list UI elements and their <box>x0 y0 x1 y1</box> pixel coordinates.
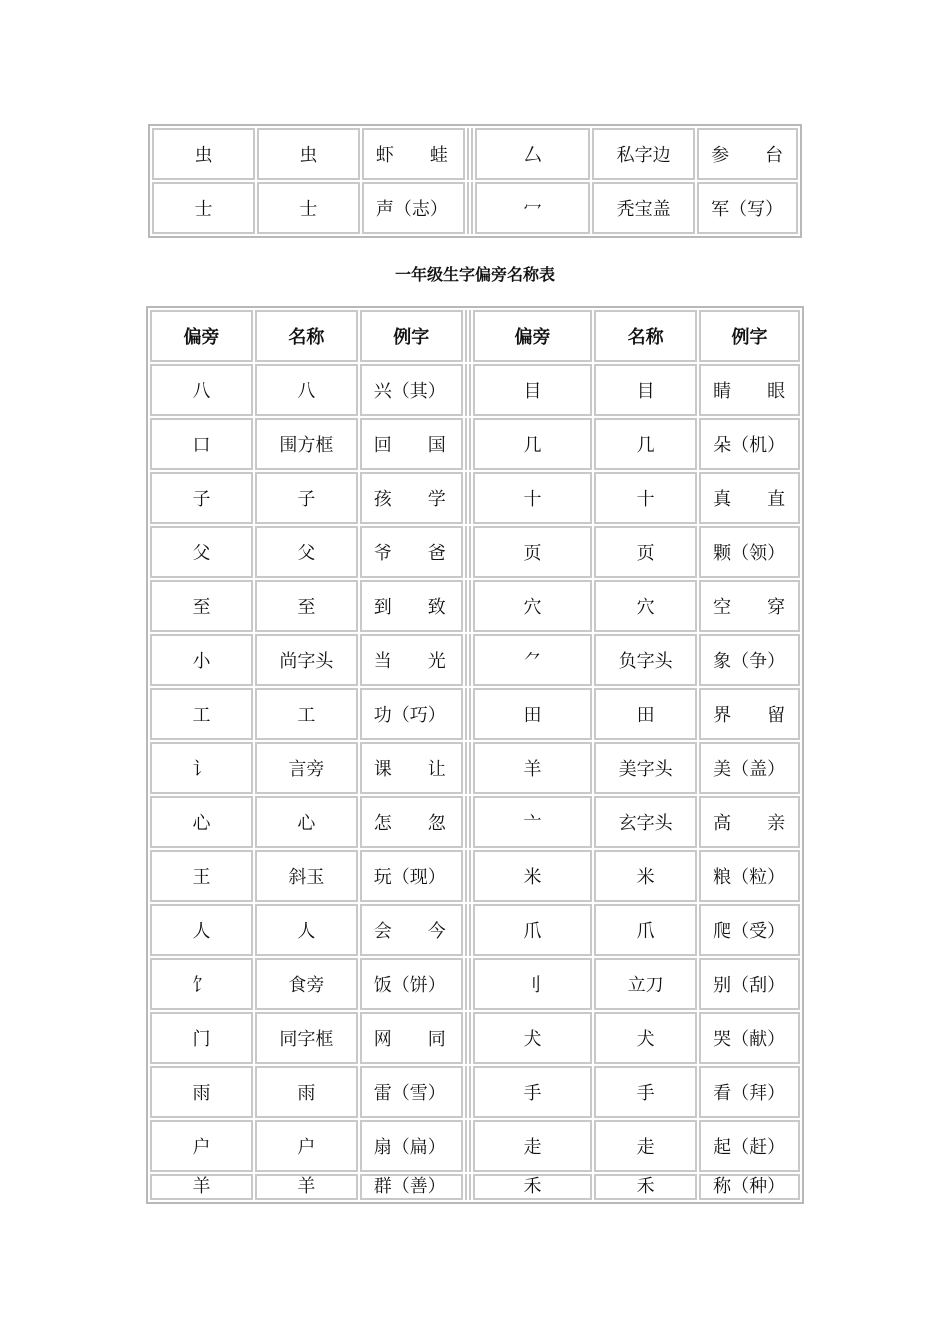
table-row <box>150 742 800 794</box>
table-title: 一年级生字偏旁名称表 <box>394 265 555 284</box>
name-cell: 几 <box>594 418 697 470</box>
radical-cell: 户 <box>150 1120 253 1172</box>
name-cell: 士 <box>257 182 360 234</box>
example-cell: 功（巧） <box>360 688 463 740</box>
column-gap <box>465 850 471 902</box>
column-gap <box>465 472 471 524</box>
name-cell: 心 <box>255 796 358 848</box>
example-cell: 当 光 <box>360 634 463 686</box>
name-cell: 十 <box>594 472 697 524</box>
header-radical: 偏旁 <box>473 310 592 362</box>
name-cell: 手 <box>594 1066 697 1118</box>
header-example: 例字 <box>699 310 800 362</box>
name-cell: 负字头 <box>594 634 697 686</box>
name-cell: 斜玉 <box>255 850 358 902</box>
example-cell: 起（赶） <box>699 1120 800 1172</box>
header-row <box>150 310 800 362</box>
radical-name-table <box>146 306 804 1204</box>
example-cell: 睛 眼 <box>699 364 800 416</box>
example-cell: 粮（粒） <box>699 850 800 902</box>
radical-cell: 几 <box>473 418 592 470</box>
example-cell: 爷 爸 <box>360 526 463 578</box>
radical-cell: 子 <box>150 472 253 524</box>
example-cell: 看（拜） <box>699 1066 800 1118</box>
column-gap <box>465 742 471 794</box>
example-cell: 群（善） <box>360 1174 463 1200</box>
table-row <box>150 1066 800 1118</box>
radical-cell: 米 <box>473 850 592 902</box>
radical-cell: 刂 <box>473 958 592 1010</box>
table-row <box>150 526 800 578</box>
radical-cell: 田 <box>473 688 592 740</box>
example-cell: 军（写） <box>697 182 798 234</box>
header-name: 名称 <box>255 310 358 362</box>
radical-cell: 小 <box>150 634 253 686</box>
column-gap <box>465 1174 471 1200</box>
example-cell: 回 国 <box>360 418 463 470</box>
radical-cell: 目 <box>473 364 592 416</box>
column-gap <box>465 310 471 362</box>
radical-cell: 人 <box>150 904 253 956</box>
example-cell: 哭（献） <box>699 1012 800 1064</box>
example-cell: 美（盖） <box>699 742 800 794</box>
example-cell: 象（争） <box>699 634 800 686</box>
name-cell: 雨 <box>255 1066 358 1118</box>
radical-cell: 讠 <box>150 742 253 794</box>
column-gap <box>465 1120 471 1172</box>
column-gap <box>465 634 471 686</box>
column-gap <box>465 580 471 632</box>
example-cell: 会 今 <box>360 904 463 956</box>
radical-cell: 犬 <box>473 1012 592 1064</box>
radical-cell: 羊 <box>473 742 592 794</box>
name-cell: 食旁 <box>255 958 358 1010</box>
example-cell: 爬（受） <box>699 904 800 956</box>
name-cell: 人 <box>255 904 358 956</box>
name-cell: 美字头 <box>594 742 697 794</box>
table-row <box>150 796 800 848</box>
name-cell: 目 <box>594 364 697 416</box>
column-gap <box>465 958 471 1010</box>
table-row <box>150 472 800 524</box>
name-cell: 父 <box>255 526 358 578</box>
table-row <box>150 1174 800 1200</box>
example-cell: 到 致 <box>360 580 463 632</box>
example-cell: 孩 学 <box>360 472 463 524</box>
column-gap <box>465 796 471 848</box>
name-cell: 穴 <box>594 580 697 632</box>
radical-cell: 冖 <box>475 182 590 234</box>
table-row <box>150 958 800 1010</box>
column-gap <box>465 1012 471 1064</box>
radical-cell: 羊 <box>150 1174 253 1200</box>
header-example: 例字 <box>360 310 463 362</box>
table-row <box>150 364 800 416</box>
radical-cell: 口 <box>150 418 253 470</box>
radical-cell: 门 <box>150 1012 253 1064</box>
example-cell: 玩（现） <box>360 850 463 902</box>
name-cell: 户 <box>255 1120 358 1172</box>
name-cell: 八 <box>255 364 358 416</box>
column-gap <box>465 526 471 578</box>
name-cell: 言旁 <box>255 742 358 794</box>
table-row <box>150 1012 800 1064</box>
name-cell: 尚字头 <box>255 634 358 686</box>
name-cell: 私字边 <box>592 128 695 180</box>
radical-cell: 页 <box>473 526 592 578</box>
name-cell: 至 <box>255 580 358 632</box>
header-name: 名称 <box>594 310 697 362</box>
name-cell: 同字框 <box>255 1012 358 1064</box>
example-cell: 颗（领） <box>699 526 800 578</box>
radical-cell: 八 <box>150 364 253 416</box>
radical-cell: 爪 <box>473 904 592 956</box>
table-row <box>150 688 800 740</box>
radical-cell: 王 <box>150 850 253 902</box>
radical-cell: 至 <box>150 580 253 632</box>
name-cell: 禾 <box>594 1174 697 1200</box>
example-cell: 高 亲 <box>699 796 800 848</box>
column-gap <box>465 904 471 956</box>
name-cell: 走 <box>594 1120 697 1172</box>
example-cell: 雷（雪） <box>360 1066 463 1118</box>
example-cell: 课 让 <box>360 742 463 794</box>
top-table-body <box>152 128 798 234</box>
table-row <box>150 850 800 902</box>
column-gap <box>467 128 473 180</box>
table-row <box>152 128 798 180</box>
table-row <box>152 182 798 234</box>
main-table-body <box>150 364 800 1200</box>
table-row <box>150 580 800 632</box>
radical-cell: 父 <box>150 526 253 578</box>
radical-cell: 走 <box>473 1120 592 1172</box>
name-cell: 页 <box>594 526 697 578</box>
name-cell: 田 <box>594 688 697 740</box>
column-gap <box>465 364 471 416</box>
radical-cell: 工 <box>150 688 253 740</box>
name-cell: 工 <box>255 688 358 740</box>
radical-cell: 亠 <box>473 796 592 848</box>
example-cell: 扇（扁） <box>360 1120 463 1172</box>
radical-cell: 禾 <box>473 1174 592 1200</box>
example-cell: 真 直 <box>699 472 800 524</box>
radical-cell: 士 <box>152 182 255 234</box>
radical-cell: 厶 <box>475 128 590 180</box>
column-gap <box>465 688 471 740</box>
radical-cell: 十 <box>473 472 592 524</box>
name-cell: 羊 <box>255 1174 358 1200</box>
example-cell: 网 同 <box>360 1012 463 1064</box>
column-gap <box>467 182 473 234</box>
name-cell: 子 <box>255 472 358 524</box>
example-cell: 声（志） <box>362 182 465 234</box>
table-row <box>150 904 800 956</box>
header-radical: 偏旁 <box>150 310 253 362</box>
radical-cell: 饣 <box>150 958 253 1010</box>
example-cell: 虾 蛙 <box>362 128 465 180</box>
table-row <box>150 1120 800 1172</box>
table-row <box>150 418 800 470</box>
radical-cell: 手 <box>473 1066 592 1118</box>
name-cell: 米 <box>594 850 697 902</box>
example-cell: 参 台 <box>697 128 798 180</box>
column-gap <box>465 418 471 470</box>
example-cell: 怎 忽 <box>360 796 463 848</box>
example-cell: 称（种） <box>699 1174 800 1200</box>
radical-cell: 虫 <box>152 128 255 180</box>
example-cell: 朵（机） <box>699 418 800 470</box>
example-cell: 界 留 <box>699 688 800 740</box>
example-cell: 饭（饼） <box>360 958 463 1010</box>
example-cell: 兴（其） <box>360 364 463 416</box>
name-cell: 围方框 <box>255 418 358 470</box>
name-cell: 秃宝盖 <box>592 182 695 234</box>
radical-cell: ⺈ <box>473 634 592 686</box>
name-cell: 虫 <box>257 128 360 180</box>
top-radical-table <box>148 124 802 238</box>
column-gap <box>465 1066 471 1118</box>
example-cell: 别（刮） <box>699 958 800 1010</box>
name-cell: 立刀 <box>594 958 697 1010</box>
radical-cell: 雨 <box>150 1066 253 1118</box>
name-cell: 犬 <box>594 1012 697 1064</box>
name-cell: 玄字头 <box>594 796 697 848</box>
table-row <box>150 634 800 686</box>
radical-cell: 心 <box>150 796 253 848</box>
name-cell: 爪 <box>594 904 697 956</box>
radical-cell: 穴 <box>473 580 592 632</box>
example-cell: 空 穿 <box>699 580 800 632</box>
